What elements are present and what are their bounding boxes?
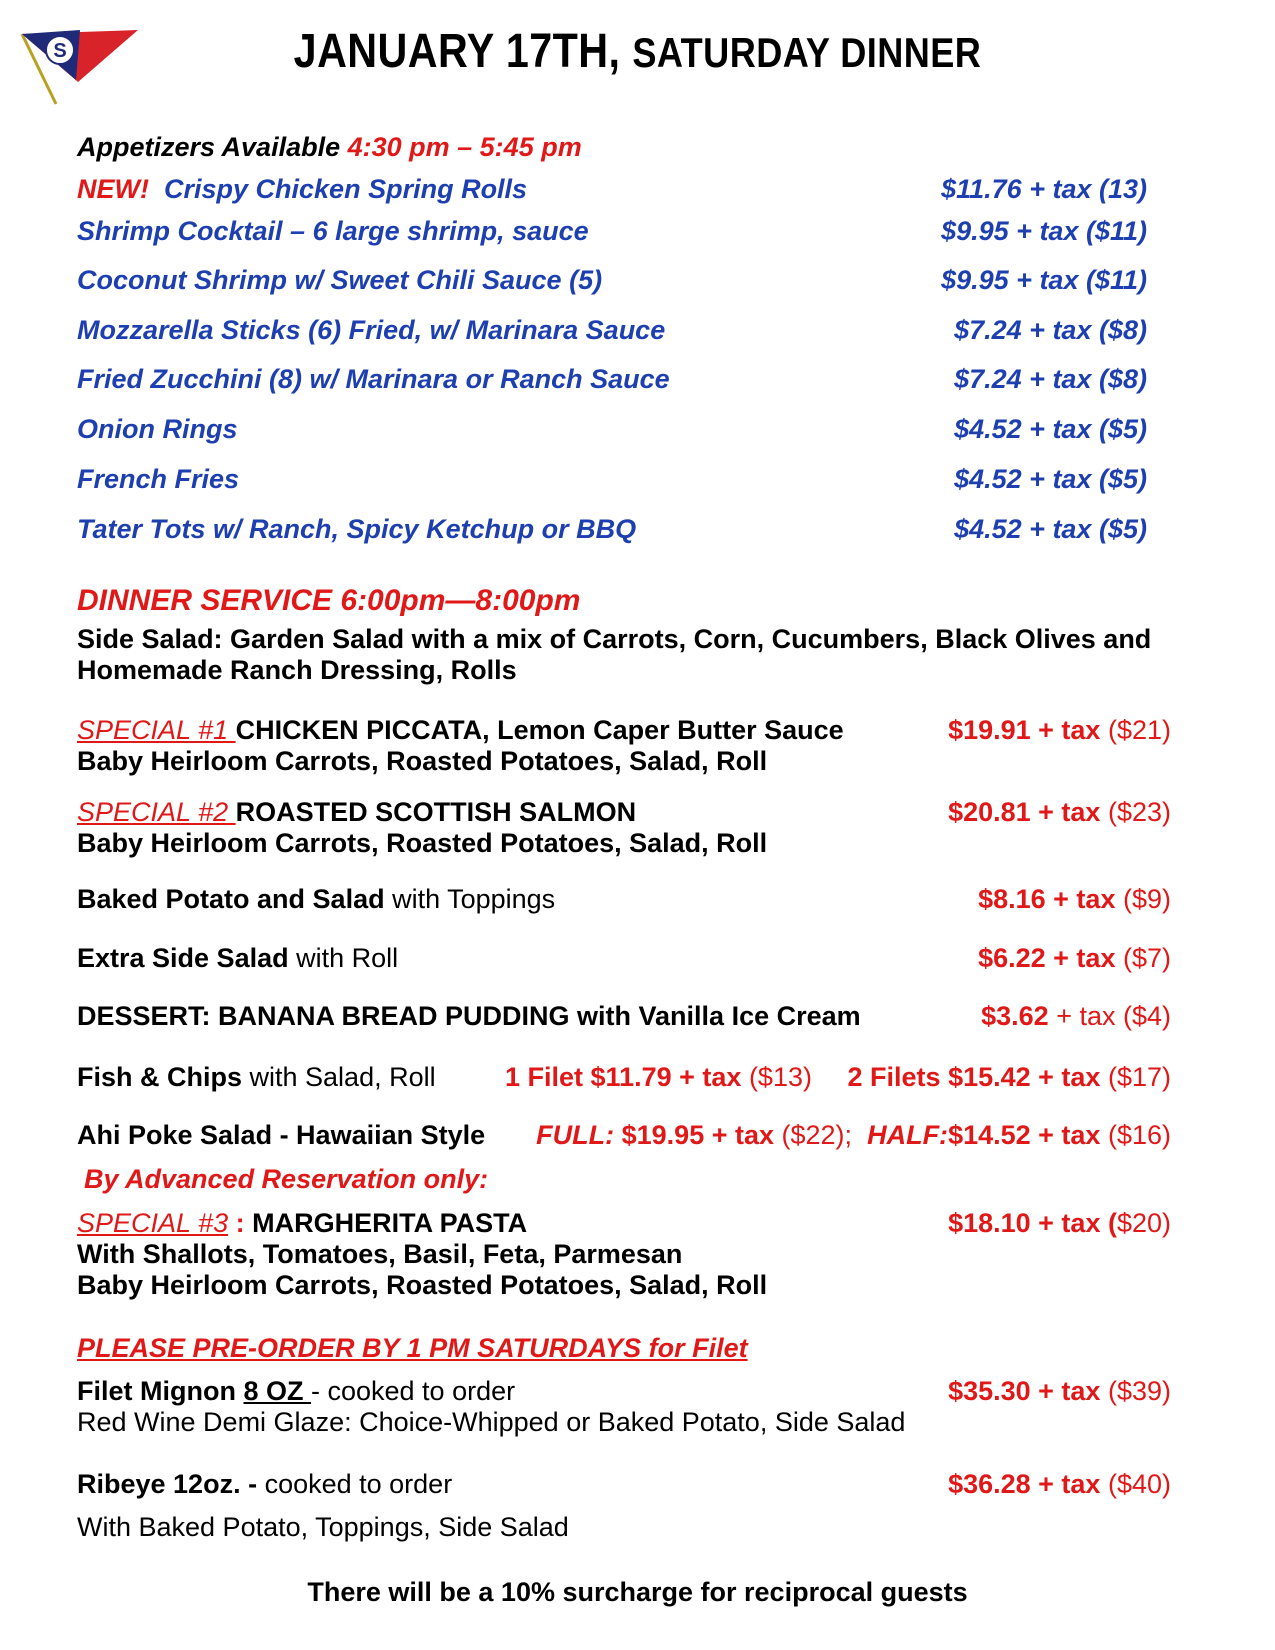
ribeye-sides: With Baked Potato, Toppings, Side Salad	[77, 1512, 569, 1542]
item-name: Filet Mignon	[77, 1376, 244, 1406]
price-value: 1 Filet $11.79 + tax	[505, 1062, 742, 1092]
full-label: FULL:	[536, 1120, 615, 1150]
surcharge-note: There will be a 10% surcharge for reciprocal guests	[307, 1577, 968, 1607]
special-2-price	[948, 797, 1171, 828]
appetizers-time: 4:30 pm – 5:45 pm	[347, 132, 582, 162]
item-desc: cooked to order	[264, 1469, 453, 1499]
price-value: $18.10 + tax (	[948, 1208, 1117, 1238]
price-value: $8.16 + tax	[978, 884, 1116, 914]
dinner-service-heading: DINNER SERVICE 6:00pm—8:00pm	[77, 584, 581, 617]
price-total: ($17)	[1107, 1062, 1171, 1092]
appetizer-item-name: Tater Tots w/ Ranch, Spicy Ketchup or BBQ	[77, 514, 637, 544]
appetizers-heading	[77, 132, 582, 163]
special-3-colon: :	[228, 1208, 245, 1238]
filet-mignon-sides: Red Wine Demi Glaze: Choice-Whipped or Baked Potato, Side Salad	[77, 1407, 906, 1437]
baked-potato-item	[77, 884, 555, 915]
special-1-sides: Baby Heirloom Carrots, Roasted Potatoes, Salad, Roll	[77, 746, 768, 776]
item-desc: with Toppings	[384, 884, 556, 914]
appetizer-item-price: $9.95 + tax ($11)	[941, 265, 1147, 295]
appetizer-item-name: Onion Rings	[77, 414, 238, 444]
price-total: ($13)	[748, 1062, 812, 1092]
price-value: $6.22 + tax	[978, 943, 1116, 973]
item-name: Extra Side Salad	[77, 943, 289, 973]
price-total: ($21)	[1107, 715, 1171, 745]
fish-two-filet-price	[848, 1062, 1171, 1093]
item-size: 8 OZ	[243, 1376, 311, 1406]
price-total: ($40)	[1107, 1469, 1171, 1499]
price-total: $20)	[1116, 1208, 1171, 1238]
half-label: HALF:	[867, 1120, 949, 1150]
price-total: + tax ($4)	[1048, 1001, 1171, 1031]
appetizer-item-price: $4.52 + tax ($5)	[954, 464, 1147, 494]
special-3-price	[948, 1208, 1171, 1239]
special-2	[77, 797, 636, 828]
appetizer-item-name: Shrimp Cocktail – 6 large shrimp, sauce	[77, 216, 589, 246]
item-desc: with Roll	[288, 943, 399, 973]
item-desc: with Salad, Roll	[242, 1062, 436, 1092]
appetizer-item-price: $9.95 + tax ($11)	[941, 216, 1147, 246]
appetizer-item-price: $4.52 + tax ($5)	[954, 414, 1147, 444]
special-3	[77, 1208, 527, 1239]
appetizer-item-price: $7.24 + tax ($8)	[954, 315, 1147, 345]
side-salad-line-1: Side Salad: Garden Salad with a mix of Carrots, Corn, Cucumbers, Black Olives and	[77, 624, 1152, 654]
page-title	[89, 24, 1186, 79]
appetizer-name-text: Crispy Chicken Spring Rolls	[164, 174, 528, 204]
full-total: ($22);	[774, 1120, 853, 1150]
title-meal: SATURDAY DINNER	[632, 29, 982, 76]
special-1	[77, 715, 844, 746]
special-1-label: SPECIAL #1	[77, 715, 236, 745]
extra-side-salad-item	[77, 943, 398, 974]
special-2-name: ROASTED SCOTTISH SALMON	[235, 797, 637, 827]
dessert-item: DESSERT: BANANA BREAD PUDDING with Vanilla Ice Cream	[77, 1001, 861, 1031]
new-badge: NEW!	[77, 174, 149, 204]
preorder-note: PLEASE PRE-ORDER BY 1 PM SATURDAYS for Filet	[77, 1333, 748, 1363]
price-value: $35.30 + tax	[948, 1376, 1101, 1406]
dessert-price	[981, 1001, 1171, 1032]
half-total: ($16)	[1100, 1120, 1171, 1150]
price-value: $20.81 + tax	[948, 797, 1101, 827]
extra-side-salad-price	[978, 943, 1171, 974]
special-3-label: SPECIAL #3	[77, 1208, 229, 1238]
baked-potato-price	[978, 884, 1171, 915]
ahi-poke-prices	[536, 1120, 1171, 1151]
fish-and-chips-item	[77, 1062, 436, 1093]
price-total: ($39)	[1107, 1376, 1171, 1406]
item-name: Fish & Chips	[77, 1062, 243, 1092]
filet-mignon-item	[77, 1376, 515, 1407]
special-3-ingredients: With Shallots, Tomatoes, Basil, Feta, Parmesan	[77, 1239, 683, 1269]
special-3-name: MARGHERITA PASTA	[244, 1208, 528, 1238]
price-total: ($7)	[1122, 943, 1171, 973]
side-salad-line-2: Homemade Ranch Dressing, Rolls	[77, 655, 517, 685]
price-value: 2 Filets $15.42 + tax	[847, 1062, 1101, 1092]
advanced-reservation-note: By Advanced Reservation only:	[84, 1164, 489, 1194]
title-date: JANUARY 17TH,	[293, 25, 621, 78]
appetizer-item-name	[77, 174, 527, 205]
price-value: $3.62	[981, 1001, 1049, 1031]
price-value: $36.28 + tax	[948, 1469, 1101, 1499]
appetizer-item-price: $4.52 + tax ($5)	[954, 514, 1147, 544]
special-2-sides: Baby Heirloom Carrots, Roasted Potatoes, Salad, Roll	[77, 828, 768, 858]
full-price: $19.95 + tax	[614, 1120, 775, 1150]
price-total: ($9)	[1122, 884, 1171, 914]
price-total: ($23)	[1107, 797, 1171, 827]
logo-letter: S	[53, 40, 67, 62]
filet-mignon-price	[948, 1376, 1171, 1407]
ahi-poke-item: Ahi Poke Salad - Hawaiian Style	[77, 1120, 486, 1150]
appetizer-item-name: Coconut Shrimp w/ Sweet Chili Sauce (5)	[77, 265, 603, 295]
item-desc: - cooked to order	[311, 1376, 516, 1406]
special-1-price	[948, 715, 1171, 746]
item-name: Baked Potato and Salad	[77, 884, 385, 914]
special-2-label: SPECIAL #2	[77, 797, 236, 827]
price-value: $19.91 + tax	[948, 715, 1101, 745]
special-3-sides: Baby Heirloom Carrots, Roasted Potatoes, Salad, Roll	[77, 1270, 768, 1300]
appetizer-item-name: French Fries	[77, 464, 240, 494]
appetizer-item-name: Mozzarella Sticks (6) Fried, w/ Marinara Sauce	[77, 315, 666, 345]
appetizer-item-price: $11.76 + tax (13)	[941, 174, 1147, 204]
ribeye-price	[948, 1469, 1171, 1500]
ribeye-item	[77, 1469, 452, 1500]
special-1-name: CHICKEN PICCATA, Lemon Caper Butter Sauce	[235, 715, 844, 745]
appetizer-item-name: Fried Zucchini (8) w/ Marinara or Ranch Sauce	[77, 364, 670, 394]
fish-one-filet-price	[505, 1062, 812, 1093]
appetizers-heading-label: Appetizers Available	[77, 132, 341, 162]
item-name: Ribeye 12oz. -	[77, 1469, 265, 1499]
half-price: $14.52 + tax	[948, 1120, 1101, 1150]
appetizer-item-price: $7.24 + tax ($8)	[954, 364, 1147, 394]
